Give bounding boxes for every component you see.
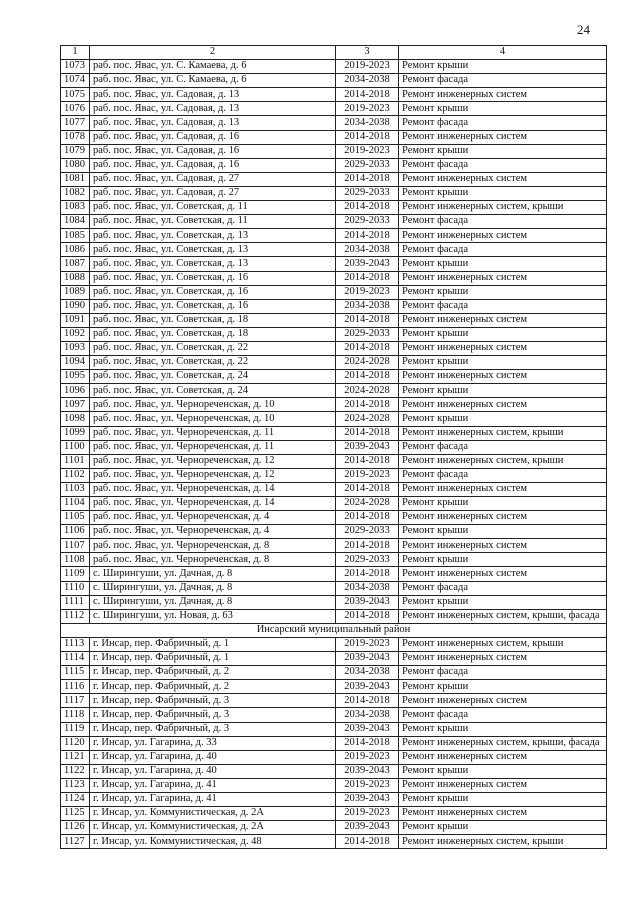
address-cell: раб. пос. Явас, ул. Чернореченская, д. 4 xyxy=(90,511,336,525)
address-cell: с. Ширингуши, ул. Дачная, д. 8 xyxy=(90,581,336,595)
table-row xyxy=(61,88,607,102)
period-cell: 2019-2023 xyxy=(336,468,399,482)
table-row xyxy=(61,652,607,666)
row-number-cell: 1079 xyxy=(61,144,90,158)
work-type-cell: Ремонт инженерных систем xyxy=(399,398,607,412)
section-header-row xyxy=(61,623,607,637)
work-type-cell: Ремонт крыши xyxy=(399,285,607,299)
row-number-cell: 1122 xyxy=(61,764,90,778)
row-number-cell: 1102 xyxy=(61,468,90,482)
table-row xyxy=(61,102,607,116)
address-cell: раб. пос. Явас, ул. Садовая, д. 13 xyxy=(90,88,336,102)
work-type-cell: Ремонт инженерных систем xyxy=(399,229,607,243)
address-cell: г. Инсар, ул. Гагарина, д. 40 xyxy=(90,750,336,764)
work-type-cell: Ремонт крыши xyxy=(399,722,607,736)
address-cell: раб. пос. Явас, ул. Советская, д. 13 xyxy=(90,243,336,257)
address-cell: г. Инсар, пер. Фабричный, д. 3 xyxy=(90,708,336,722)
period-cell: 2034-2038 xyxy=(336,116,399,130)
table-row xyxy=(61,158,607,172)
work-type-cell: Ремонт инженерных систем, крыши xyxy=(399,835,607,849)
work-type-cell: Ремонт инженерных систем xyxy=(399,694,607,708)
address-cell: г. Инсар, пер. Фабричный, д. 1 xyxy=(90,637,336,651)
table-body-insar xyxy=(61,637,607,848)
row-number-cell: 1096 xyxy=(61,384,90,398)
work-type-cell: Ремонт инженерных систем xyxy=(399,567,607,581)
row-number-cell: 1104 xyxy=(61,497,90,511)
address-cell: раб. пос. Явас, ул. Чернореченская, д. 11 xyxy=(90,426,336,440)
table-row xyxy=(61,581,607,595)
work-type-cell: Ремонт инженерных систем, крыши xyxy=(399,454,607,468)
table-body-yavas xyxy=(61,60,607,624)
table-row xyxy=(61,750,607,764)
table-row xyxy=(61,426,607,440)
period-cell: 2019-2023 xyxy=(336,807,399,821)
row-number-cell: 1084 xyxy=(61,215,90,229)
row-number-cell: 1090 xyxy=(61,299,90,313)
table-row xyxy=(61,708,607,722)
table-row xyxy=(61,257,607,271)
table-row xyxy=(61,172,607,186)
period-cell: 2024-2028 xyxy=(336,412,399,426)
row-number-cell: 1121 xyxy=(61,750,90,764)
period-cell: 2029-2033 xyxy=(336,525,399,539)
address-cell: г. Инсар, пер. Фабричный, д. 3 xyxy=(90,722,336,736)
period-cell: 2024-2028 xyxy=(336,384,399,398)
address-cell: раб. пос. Явас, ул. Чернореченская, д. 8 xyxy=(90,539,336,553)
table-row xyxy=(61,186,607,200)
work-type-cell: Ремонт фасада xyxy=(399,116,607,130)
table-row xyxy=(61,680,607,694)
address-cell: раб. пос. Явас, ул. Советская, д. 18 xyxy=(90,313,336,327)
work-type-cell: Ремонт крыши xyxy=(399,186,607,200)
period-cell: 2039-2043 xyxy=(336,595,399,609)
work-type-cell: Ремонт крыши xyxy=(399,497,607,511)
table-row xyxy=(61,454,607,468)
section-title: Инсарский муниципальный район xyxy=(61,623,607,637)
row-number-cell: 1101 xyxy=(61,454,90,468)
period-cell: 2014-2018 xyxy=(336,88,399,102)
period-cell: 2014-2018 xyxy=(336,271,399,285)
address-cell: раб. пос. Явас, ул. Советская, д. 16 xyxy=(90,285,336,299)
address-cell: г. Инсар, ул. Гагарина, д. 41 xyxy=(90,778,336,792)
work-type-cell: Ремонт фасада xyxy=(399,468,607,482)
period-cell: 2014-2018 xyxy=(336,370,399,384)
period-cell: 2014-2018 xyxy=(336,539,399,553)
row-number-cell: 1111 xyxy=(61,595,90,609)
work-type-cell: Ремонт крыши xyxy=(399,595,607,609)
work-type-cell: Ремонт инженерных систем xyxy=(399,313,607,327)
address-cell: с. Ширингуши, ул. Новая, д. 63 xyxy=(90,609,336,623)
work-type-cell: Ремонт крыши xyxy=(399,144,607,158)
address-cell: раб. пос. Явас, ул. Чернореченская, д. 11 xyxy=(90,440,336,454)
address-cell: г. Инсар, пер. Фабричный, д. 2 xyxy=(90,666,336,680)
row-number-cell: 1089 xyxy=(61,285,90,299)
row-number-cell: 1103 xyxy=(61,482,90,496)
period-cell: 2014-2018 xyxy=(336,172,399,186)
row-number-cell: 1119 xyxy=(61,722,90,736)
row-number-cell: 1106 xyxy=(61,525,90,539)
period-cell: 2039-2043 xyxy=(336,680,399,694)
table-body-section xyxy=(61,623,607,637)
work-type-cell: Ремонт инженерных систем xyxy=(399,172,607,186)
period-cell: 2029-2033 xyxy=(336,553,399,567)
address-cell: раб. пос. Явас, ул. Садовая, д. 16 xyxy=(90,130,336,144)
period-cell: 2014-2018 xyxy=(336,426,399,440)
address-cell: г. Инсар, ул. Гагарина, д. 40 xyxy=(90,764,336,778)
table-row xyxy=(61,130,607,144)
address-cell: раб. пос. Явас, ул. Садовая, д. 13 xyxy=(90,116,336,130)
period-cell: 2014-2018 xyxy=(336,398,399,412)
row-number-cell: 1087 xyxy=(61,257,90,271)
period-cell: 2034-2038 xyxy=(336,243,399,257)
period-cell: 2014-2018 xyxy=(336,341,399,355)
row-number-cell: 1088 xyxy=(61,271,90,285)
work-type-cell: Ремонт инженерных систем xyxy=(399,652,607,666)
address-cell: г. Инсар, пер. Фабричный, д. 3 xyxy=(90,694,336,708)
row-number-cell: 1114 xyxy=(61,652,90,666)
period-cell: 2039-2043 xyxy=(336,257,399,271)
table-row xyxy=(61,764,607,778)
row-number-cell: 1112 xyxy=(61,609,90,623)
table-row xyxy=(61,229,607,243)
table-row xyxy=(61,666,607,680)
address-cell: раб. пос. Явас, ул. Советская, д. 11 xyxy=(90,201,336,215)
work-type-cell: Ремонт инженерных систем xyxy=(399,807,607,821)
table-row xyxy=(61,243,607,257)
work-type-cell: Ремонт фасада xyxy=(399,215,607,229)
row-number-cell: 1098 xyxy=(61,412,90,426)
work-type-cell: Ремонт крыши xyxy=(399,821,607,835)
table-row xyxy=(61,271,607,285)
work-type-cell: Ремонт крыши xyxy=(399,102,607,116)
row-number-cell: 1086 xyxy=(61,243,90,257)
work-type-cell: Ремонт инженерных систем xyxy=(399,511,607,525)
work-type-cell: Ремонт крыши xyxy=(399,412,607,426)
period-cell: 2039-2043 xyxy=(336,652,399,666)
work-type-cell: Ремонт инженерных систем, крыши xyxy=(399,201,607,215)
period-cell: 2039-2043 xyxy=(336,821,399,835)
period-cell: 2014-2018 xyxy=(336,736,399,750)
row-number-cell: 1097 xyxy=(61,398,90,412)
column-number-row xyxy=(61,46,607,60)
row-number-cell: 1125 xyxy=(61,807,90,821)
address-cell: раб. пос. Явас, ул. Садовая, д. 16 xyxy=(90,158,336,172)
address-cell: раб. пос. Явас, ул. Чернореченская, д. 14 xyxy=(90,482,336,496)
row-number-cell: 1082 xyxy=(61,186,90,200)
address-cell: раб. пос. Явас, ул. Советская, д. 24 xyxy=(90,384,336,398)
table-row xyxy=(61,567,607,581)
period-cell: 2019-2023 xyxy=(336,750,399,764)
period-cell: 2029-2033 xyxy=(336,186,399,200)
work-type-cell: Ремонт крыши xyxy=(399,60,607,74)
table-row xyxy=(61,807,607,821)
table-row xyxy=(61,313,607,327)
table-row xyxy=(61,74,607,88)
row-number-cell: 1080 xyxy=(61,158,90,172)
table-row xyxy=(61,201,607,215)
period-cell: 2039-2043 xyxy=(336,722,399,736)
table-row xyxy=(61,482,607,496)
address-cell: раб. пос. Явас, ул. Садовая, д. 27 xyxy=(90,172,336,186)
period-cell: 2034-2038 xyxy=(336,708,399,722)
row-number-cell: 1120 xyxy=(61,736,90,750)
address-cell: г. Инсар, ул. Коммунистическая, д. 2А xyxy=(90,821,336,835)
column-number-2: 2 xyxy=(90,46,336,60)
row-number-cell: 1099 xyxy=(61,426,90,440)
work-type-cell: Ремонт крыши xyxy=(399,525,607,539)
address-cell: г. Инсар, ул. Коммунистическая, д. 2А xyxy=(90,807,336,821)
table-row xyxy=(61,299,607,313)
page-number: 24 xyxy=(577,22,590,37)
table-row xyxy=(61,694,607,708)
row-number-cell: 1117 xyxy=(61,694,90,708)
row-number-cell: 1075 xyxy=(61,88,90,102)
table-row xyxy=(61,637,607,651)
address-cell: г. Инсар, ул. Гагарина, д. 41 xyxy=(90,792,336,806)
column-number-4: 4 xyxy=(399,46,607,60)
table-row xyxy=(61,736,607,750)
table-row xyxy=(61,440,607,454)
period-cell: 2014-2018 xyxy=(336,229,399,243)
period-cell: 2029-2033 xyxy=(336,327,399,341)
address-cell: раб. пос. Явас, ул. Советская, д. 22 xyxy=(90,341,336,355)
work-type-cell: Ремонт инженерных систем, крыши xyxy=(399,426,607,440)
row-number-cell: 1093 xyxy=(61,341,90,355)
address-cell: раб. пос. Явас, ул. Советская, д. 22 xyxy=(90,356,336,370)
row-number-cell: 1074 xyxy=(61,74,90,88)
period-cell: 2014-2018 xyxy=(336,201,399,215)
table-row xyxy=(61,595,607,609)
row-number-cell: 1076 xyxy=(61,102,90,116)
address-cell: раб. пос. Явас, ул. Чернореченская, д. 4 xyxy=(90,525,336,539)
row-number-cell: 1124 xyxy=(61,792,90,806)
address-cell: раб. пос. Явас, ул. Чернореченская, д. 10 xyxy=(90,398,336,412)
work-type-cell: Ремонт инженерных систем, крыши, фасада xyxy=(399,736,607,750)
table-row xyxy=(61,525,607,539)
work-type-cell: Ремонт крыши xyxy=(399,792,607,806)
work-type-cell: Ремонт фасада xyxy=(399,581,607,595)
period-cell: 2019-2023 xyxy=(336,778,399,792)
row-number-cell: 1092 xyxy=(61,327,90,341)
row-number-cell: 1127 xyxy=(61,835,90,849)
table-row xyxy=(61,778,607,792)
row-number-cell: 1109 xyxy=(61,567,90,581)
table-row xyxy=(61,609,607,623)
table-row xyxy=(61,539,607,553)
table-row xyxy=(61,792,607,806)
row-number-cell: 1081 xyxy=(61,172,90,186)
period-cell: 2019-2023 xyxy=(336,144,399,158)
period-cell: 2034-2038 xyxy=(336,299,399,313)
address-cell: г. Инсар, пер. Фабричный, д. 2 xyxy=(90,680,336,694)
column-number-1: 1 xyxy=(61,46,90,60)
row-number-cell: 1085 xyxy=(61,229,90,243)
address-cell: раб. пос. Явас, ул. Чернореченская, д. 12 xyxy=(90,454,336,468)
work-type-cell: Ремонт инженерных систем, крыши xyxy=(399,637,607,651)
work-type-cell: Ремонт инженерных систем, крыши, фасада xyxy=(399,609,607,623)
period-cell: 2029-2033 xyxy=(336,215,399,229)
row-number-cell: 1108 xyxy=(61,553,90,567)
period-cell: 2014-2018 xyxy=(336,482,399,496)
table-row xyxy=(61,384,607,398)
period-cell: 2014-2018 xyxy=(336,130,399,144)
table-row xyxy=(61,468,607,482)
work-type-cell: Ремонт инженерных систем xyxy=(399,341,607,355)
period-cell: 2014-2018 xyxy=(336,609,399,623)
row-number-cell: 1118 xyxy=(61,708,90,722)
period-cell: 2029-2033 xyxy=(336,158,399,172)
work-type-cell: Ремонт крыши xyxy=(399,553,607,567)
table-row xyxy=(61,370,607,384)
work-type-cell: Ремонт инженерных систем xyxy=(399,370,607,384)
address-cell: раб. пос. Явас, ул. Советская, д. 16 xyxy=(90,299,336,313)
table-row xyxy=(61,511,607,525)
period-cell: 2014-2018 xyxy=(336,694,399,708)
work-type-cell: Ремонт крыши xyxy=(399,327,607,341)
period-cell: 2014-2018 xyxy=(336,567,399,581)
period-cell: 2034-2038 xyxy=(336,74,399,88)
address-cell: раб. пос. Явас, ул. С. Камаева, д. 6 xyxy=(90,74,336,88)
table-row xyxy=(61,835,607,849)
table-row xyxy=(61,327,607,341)
table-row xyxy=(61,553,607,567)
row-number-cell: 1091 xyxy=(61,313,90,327)
period-cell: 2039-2043 xyxy=(336,440,399,454)
address-cell: раб. пос. Явас, ул. Чернореченская, д. 14 xyxy=(90,497,336,511)
period-cell: 2024-2028 xyxy=(336,356,399,370)
work-type-cell: Ремонт фасада xyxy=(399,708,607,722)
period-cell: 2014-2018 xyxy=(336,511,399,525)
period-cell: 2019-2023 xyxy=(336,102,399,116)
table-row xyxy=(61,341,607,355)
column-number-3: 3 xyxy=(336,46,399,60)
work-type-cell: Ремонт крыши xyxy=(399,764,607,778)
row-number-cell: 1094 xyxy=(61,356,90,370)
work-type-cell: Ремонт инженерных систем xyxy=(399,778,607,792)
table-row xyxy=(61,412,607,426)
period-cell: 2014-2018 xyxy=(336,313,399,327)
address-cell: раб. пос. Явас, ул. Садовая, д. 13 xyxy=(90,102,336,116)
period-cell: 2019-2023 xyxy=(336,285,399,299)
address-cell: раб. пос. Явас, ул. Советская, д. 13 xyxy=(90,229,336,243)
work-type-cell: Ремонт инженерных систем xyxy=(399,130,607,144)
work-type-cell: Ремонт фасада xyxy=(399,158,607,172)
row-number-cell: 1105 xyxy=(61,511,90,525)
address-cell: раб. пос. Явас, ул. Советская, д. 13 xyxy=(90,257,336,271)
period-cell: 2014-2018 xyxy=(336,454,399,468)
period-cell: 2014-2018 xyxy=(336,835,399,849)
row-number-cell: 1095 xyxy=(61,370,90,384)
address-cell: раб. пос. Явас, ул. Чернореченская, д. 12 xyxy=(90,468,336,482)
row-number-cell: 1115 xyxy=(61,666,90,680)
work-type-cell: Ремонт крыши xyxy=(399,356,607,370)
row-number-cell: 1123 xyxy=(61,778,90,792)
period-cell: 2039-2043 xyxy=(336,792,399,806)
table-row xyxy=(61,116,607,130)
address-cell: г. Инсар, пер. Фабричный, д. 1 xyxy=(90,652,336,666)
work-type-cell: Ремонт крыши xyxy=(399,384,607,398)
row-number-cell: 1126 xyxy=(61,821,90,835)
address-cell: с. Ширингуши, ул. Дачная, д. 8 xyxy=(90,595,336,609)
work-type-cell: Ремонт инженерных систем xyxy=(399,271,607,285)
address-cell: раб. пос. Явас, ул. Чернореченская, д. 10 xyxy=(90,412,336,426)
table-row xyxy=(61,356,607,370)
work-type-cell: Ремонт крыши xyxy=(399,257,607,271)
work-type-cell: Ремонт инженерных систем xyxy=(399,750,607,764)
address-cell: г. Инсар, ул. Коммунистическая, д. 48 xyxy=(90,835,336,849)
address-cell: раб. пос. Явас, ул. Чернореченская, д. 8 xyxy=(90,553,336,567)
address-cell: раб. пос. Явас, ул. Советская, д. 18 xyxy=(90,327,336,341)
row-number-cell: 1116 xyxy=(61,680,90,694)
repair-schedule-table xyxy=(60,45,607,849)
row-number-cell: 1077 xyxy=(61,116,90,130)
address-cell: раб. пос. Явас, ул. Советская, д. 11 xyxy=(90,215,336,229)
address-cell: раб. пос. Явас, ул. Советская, д. 24 xyxy=(90,370,336,384)
period-cell: 2034-2038 xyxy=(336,581,399,595)
row-number-cell: 1110 xyxy=(61,581,90,595)
table-row xyxy=(61,215,607,229)
table-row xyxy=(61,497,607,511)
table-row xyxy=(61,285,607,299)
row-number-cell: 1073 xyxy=(61,60,90,74)
work-type-cell: Ремонт фасада xyxy=(399,243,607,257)
row-number-cell: 1100 xyxy=(61,440,90,454)
work-type-cell: Ремонт инженерных систем xyxy=(399,539,607,553)
table-row xyxy=(61,144,607,158)
address-cell: раб. пос. Явас, ул. С. Камаева, д. 6 xyxy=(90,60,336,74)
address-cell: раб. пос. Явас, ул. Садовая, д. 16 xyxy=(90,144,336,158)
period-cell: 2019-2023 xyxy=(336,637,399,651)
address-cell: с. Ширингуши, ул. Дачная, д. 8 xyxy=(90,567,336,581)
address-cell: раб. пос. Явас, ул. Советская, д. 16 xyxy=(90,271,336,285)
work-type-cell: Ремонт инженерных систем xyxy=(399,88,607,102)
period-cell: 2034-2038 xyxy=(336,666,399,680)
table-row xyxy=(61,60,607,74)
work-type-cell: Ремонт фасада xyxy=(399,74,607,88)
period-cell: 2039-2043 xyxy=(336,764,399,778)
work-type-cell: Ремонт крыши xyxy=(399,680,607,694)
work-type-cell: Ремонт фасада xyxy=(399,666,607,680)
work-type-cell: Ремонт фасада xyxy=(399,440,607,454)
table-row xyxy=(61,398,607,412)
work-type-cell: Ремонт инженерных систем xyxy=(399,482,607,496)
work-type-cell: Ремонт фасада xyxy=(399,299,607,313)
row-number-cell: 1078 xyxy=(61,130,90,144)
table-row xyxy=(61,722,607,736)
row-number-cell: 1083 xyxy=(61,201,90,215)
period-cell: 2024-2028 xyxy=(336,497,399,511)
table-row xyxy=(61,821,607,835)
address-cell: раб. пос. Явас, ул. Садовая, д. 27 xyxy=(90,186,336,200)
period-cell: 2019-2023 xyxy=(336,60,399,74)
row-number-cell: 1107 xyxy=(61,539,90,553)
row-number-cell: 1113 xyxy=(61,637,90,651)
address-cell: г. Инсар, ул. Гагарина, д. 33 xyxy=(90,736,336,750)
